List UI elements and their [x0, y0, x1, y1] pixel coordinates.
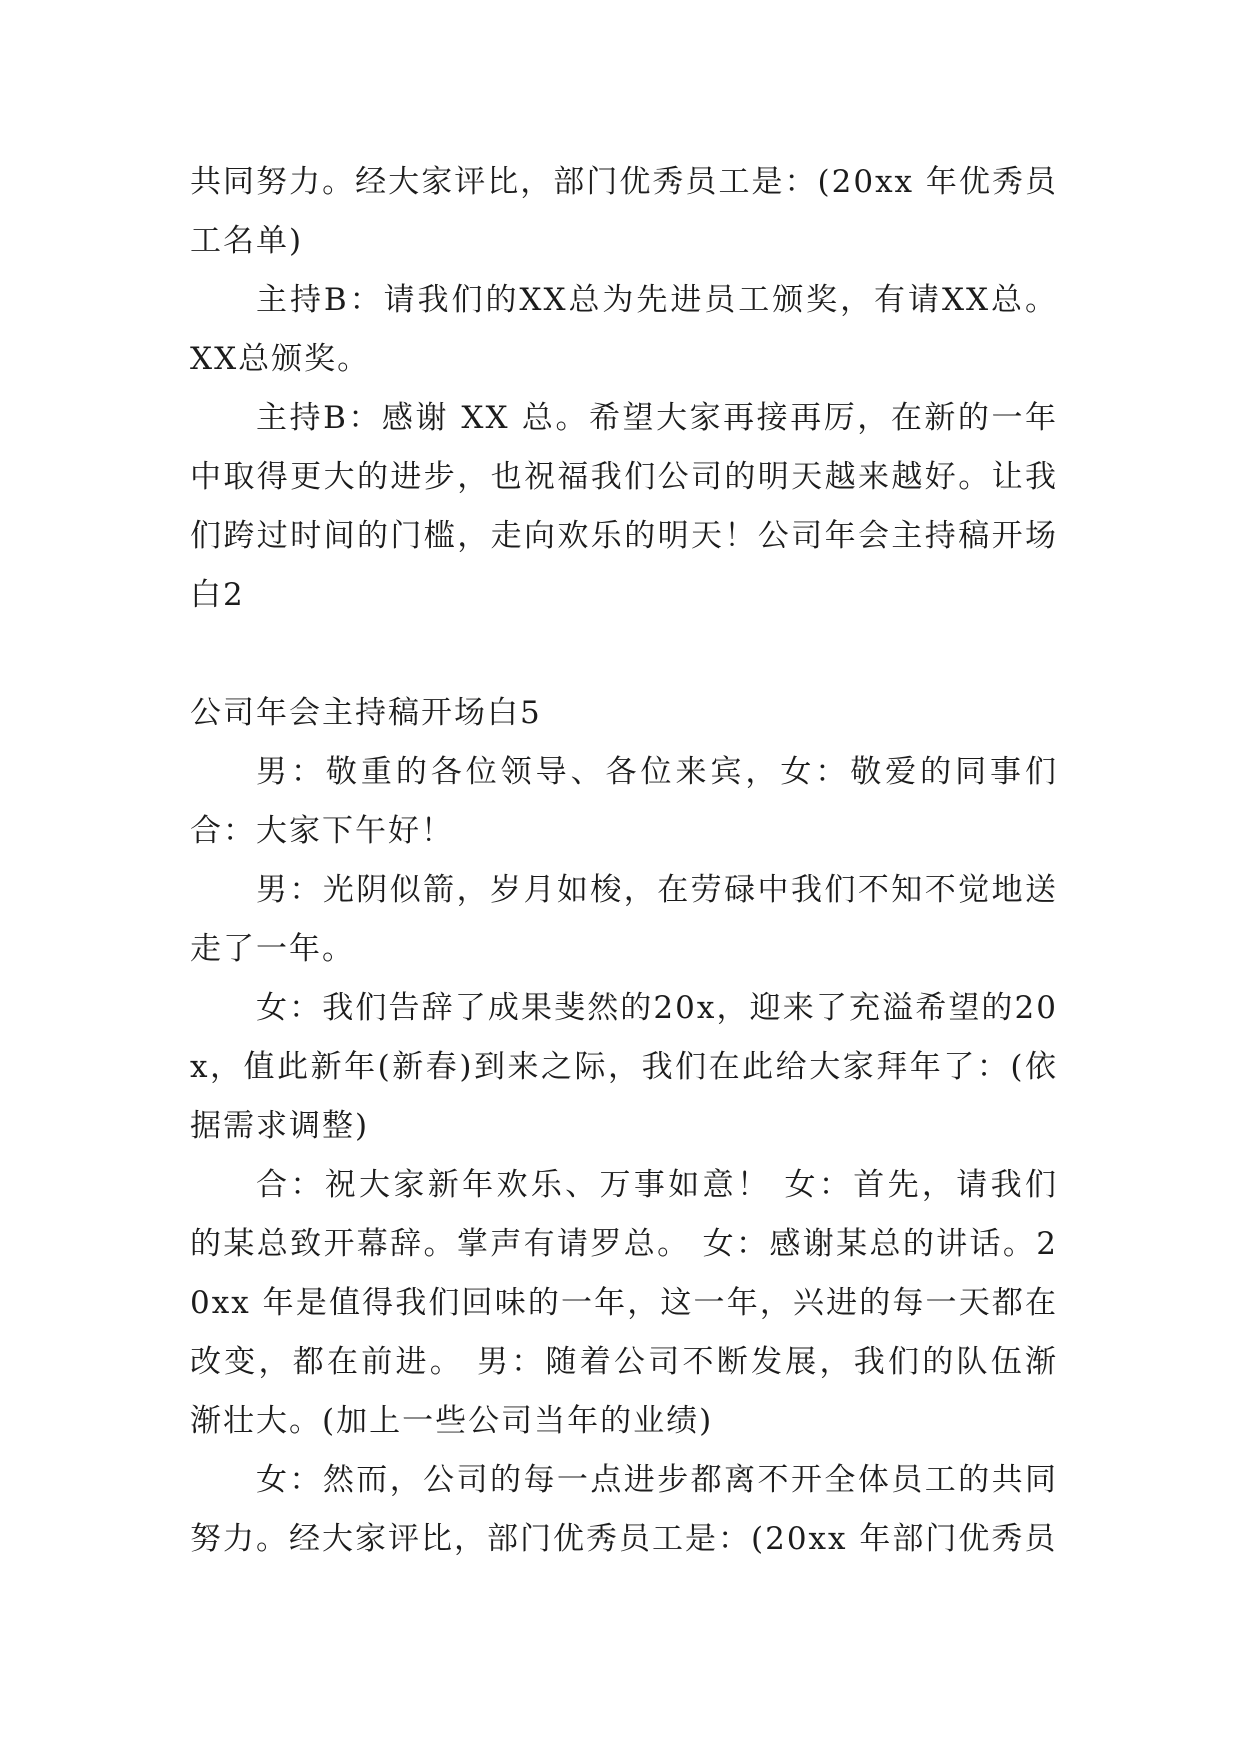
- document-body: [190, 153, 1058, 1569]
- paragraph-6: 男：光阴似箭，岁月如梭，在劳碌中我们不知不觉地送走了一年。: [190, 872, 1058, 967]
- paragraph-8: 合：祝大家新年欢乐、万事如意！ 女：首先，请我们的某总致开幕辞。掌声有请罗总。 女：感谢某总的讲话。20xx 年是值得我们回味的一年，这一年，兴进的每一天都在改变，都在前进。 男：随着公司不断发展，我们的队伍渐渐壮大。(加上一些公司当年的业绩): [190, 1167, 1058, 1439]
- paragraph-1: 共同努力。经大家评比，部门优秀员工是：(20xx 年优秀员工名单): [190, 164, 1058, 259]
- paragraph-9: 女：然而，公司的每一点进步都离不开全体员工的共同努力。经大家评比，部门优秀员工是：(20xx 年部门优秀员: [190, 1462, 1058, 1557]
- paragraph-5: 男：敬重的各位领导、各位来宾，女：敬爱的同事们合：大家下午好！: [190, 754, 1058, 849]
- paragraph-3: 主持B：感谢 XX 总。希望大家再接再厉，在新的一年中取得更大的进步，也祝福我们公司的明天越来越好。让我们跨过时间的门槛，走向欢乐的明天！公司年会主持稿开场白2: [190, 400, 1058, 613]
- paragraph-2: 主持B：请我们的XX总为先进员工颁奖，有请XX总。 XX总颁奖。: [190, 282, 1058, 377]
- section-heading: 公司年会主持稿开场白5: [190, 695, 542, 731]
- paragraph-7: 女：我们告辞了成果斐然的20x，迎来了充溢希望的20x，值此新年(新春)到来之际，我们在此给大家拜年了：(依据需求调整): [190, 990, 1058, 1144]
